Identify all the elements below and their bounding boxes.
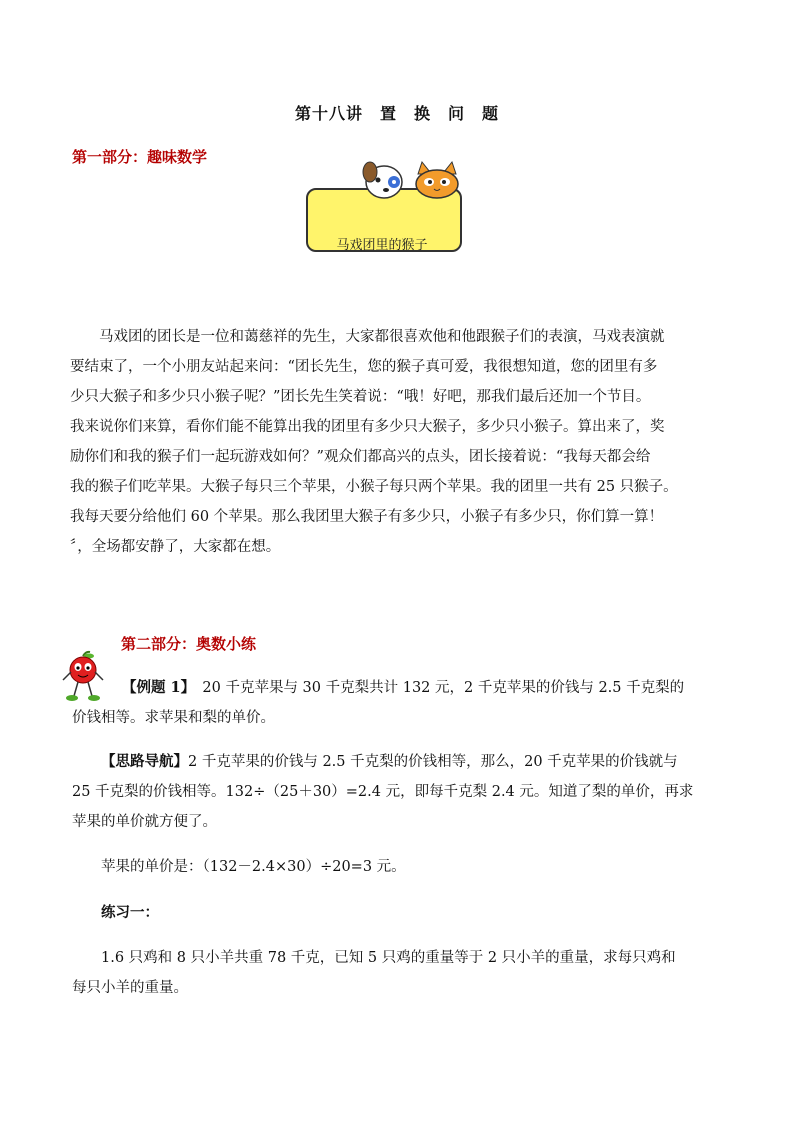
page-title: 第十八讲 置 换 问 题: [294, 104, 499, 123]
example-block: [72, 673, 732, 733]
story-line: 励你们和我的猴子们一起玩游戏如何？”观众们都高兴的点头，团长接着说：“我每天都会给: [70, 449, 651, 465]
story-paragraph: [70, 322, 730, 562]
section1-heading: 第一部分：趣味数学: [72, 148, 208, 166]
practice-text: 每只小羊的重量。: [72, 980, 188, 996]
guide-label: 【思路导航】: [101, 753, 188, 770]
story-line: 我每天要分给他们 60 个苹果。那么我团里大猴子有多少只，小猴子有多少只，你们算一算！: [70, 509, 664, 525]
example-label: 【例题 1】: [122, 679, 188, 696]
story-line: 〞，全场都安静了，大家都在想。: [70, 539, 281, 555]
story-line: 少只大猴子和多少只小猴子呢？”团长先生笑着说：“哦！好吧，那我们最后还加一个节目。: [70, 389, 651, 405]
story-line: 马戏团的团长是一位和蔼慈祥的先生，大家都很喜欢他和他跟猴子们的表演，马戏表演就: [99, 329, 665, 345]
answer-text: 苹果的单价是：（132－2.4×30）÷20=3 元。: [101, 859, 406, 875]
banner: [298, 160, 466, 254]
story-line: 我来说你们来算，看你们能不能算出我的团里有多少只大猴子，多少只小猴子。算出来了，奖: [70, 419, 665, 435]
section2-heading: 第二部分：奥数小练: [121, 635, 257, 653]
banner-caption: 马戏团里的猴子: [336, 238, 428, 253]
guide-block: [72, 747, 732, 837]
guide-text: 25 千克梨的价钱相等。132÷（25＋30）=2.4 元，即每千克梨 2.4 元。知道了梨的单价，再求: [72, 784, 694, 800]
practice-text: 1.6 只鸡和 8 只小羊共重 78 千克，已知 5 只鸡的重量等于 2 只小羊的重量，求每只鸡和: [101, 950, 676, 966]
story-line: 要结束了，一个小朋友站起来问：“团长先生，您的猴子真可爱，我很想知道，您的团里有多: [70, 359, 658, 375]
guide-text: 2 千克苹果的价钱与 2.5 千克梨的价钱相等，那么，20 千克苹果的价钱就与: [188, 754, 678, 770]
practice-label: 练习一：: [101, 904, 159, 921]
example-text: 20 千克苹果与 30 千克梨共计 132 元，2 千克苹果的价钱与 2.5 千克梨的: [187, 680, 685, 696]
story-line: 我的猴子们吃苹果。大猴子每只三个苹果，小猴子每只两个苹果。我的团里一共有 25 只猴子。: [70, 479, 678, 495]
guide-text: 苹果的单价就方便了。: [72, 814, 217, 830]
practice-block: [72, 943, 732, 1003]
example-text: 价钱相等。求苹果和梨的单价。: [72, 710, 275, 726]
dog-cat-banner-icon: [356, 160, 466, 200]
